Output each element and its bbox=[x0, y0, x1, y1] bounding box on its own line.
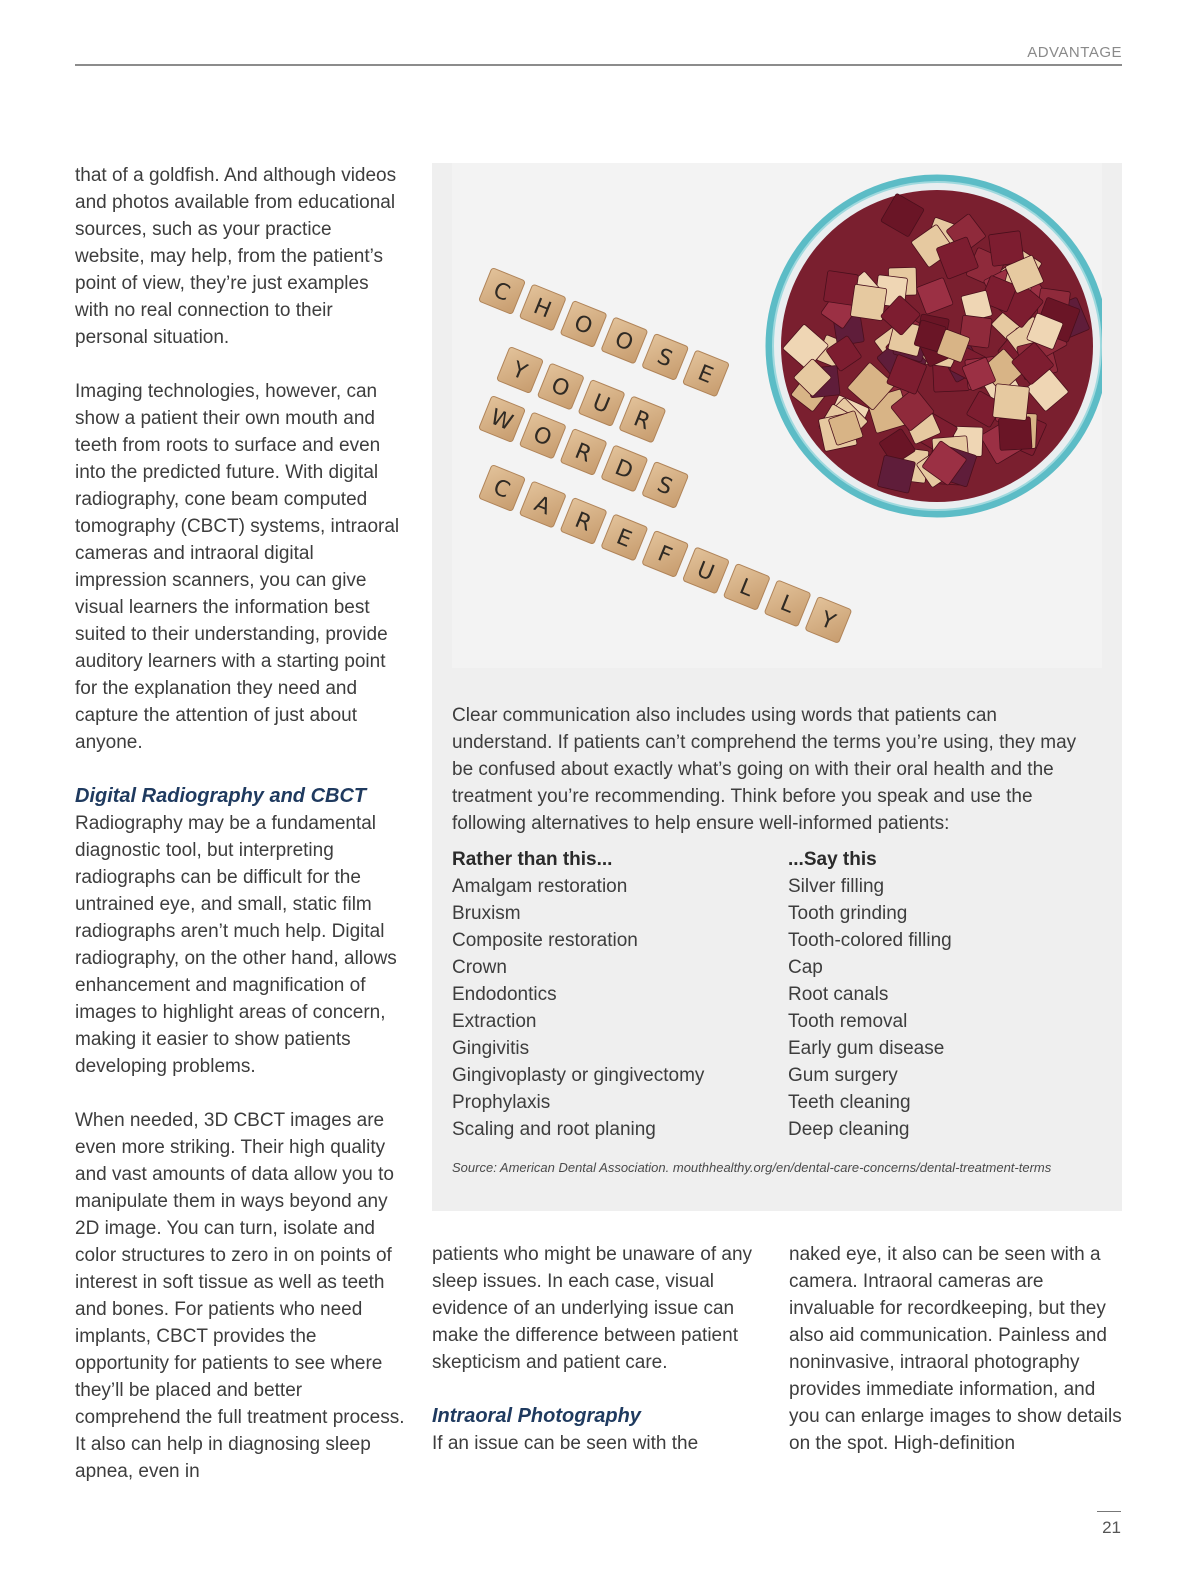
term-from: Gingivitis bbox=[452, 1038, 530, 1059]
svg-text:L: L bbox=[776, 590, 798, 619]
svg-text:U: U bbox=[588, 389, 614, 419]
middle-column bbox=[432, 1241, 762, 1457]
svg-text:O: O bbox=[547, 373, 573, 403]
term-to: Gum surgery bbox=[788, 1065, 898, 1086]
term-from: Crown bbox=[452, 957, 507, 978]
header-rule bbox=[75, 64, 1122, 66]
term-from: Composite restoration bbox=[452, 930, 638, 951]
terms-row bbox=[452, 1035, 1102, 1062]
terms-row bbox=[452, 927, 1102, 954]
svg-text:F: F bbox=[654, 541, 676, 570]
svg-text:S: S bbox=[653, 472, 676, 501]
terms-header-row bbox=[452, 846, 1102, 873]
left-paragraph-3: Radiography may be a fundamental diagnostic tool, but interpreting radiographs can be difficult for the untrained eye, and small, static film radiographs aren’t much help. Digital radiography, on the other hand, allows enhancement and magnification of images to highlight areas of concern, making it easier to show patients developing problems. bbox=[75, 813, 397, 1077]
source-citation: Source: American Dental Association. mouthhealthy.org/en/dental-care-concerns/dental-treatment-terms bbox=[452, 1160, 1052, 1175]
svg-text:C: C bbox=[489, 474, 514, 504]
term-from: Prophylaxis bbox=[452, 1092, 551, 1113]
svg-text:R: R bbox=[571, 507, 595, 537]
term-from: Bruxism bbox=[452, 903, 521, 924]
right-column bbox=[789, 1241, 1122, 1457]
middle-paragraph-2: If an issue can be seen with the bbox=[432, 1433, 699, 1454]
terms-row bbox=[452, 873, 1102, 900]
svg-text:Y: Y bbox=[508, 357, 531, 386]
terms-row bbox=[452, 900, 1102, 927]
svg-text:E: E bbox=[694, 360, 717, 389]
svg-text:R: R bbox=[630, 406, 654, 436]
scrabble-tiles-photo bbox=[452, 163, 1102, 668]
svg-text:H: H bbox=[529, 294, 555, 324]
bowl-tile bbox=[993, 384, 1030, 421]
term-to: Cap bbox=[788, 957, 823, 978]
terms-row bbox=[452, 954, 1102, 981]
term-to: Teeth cleaning bbox=[788, 1092, 911, 1113]
svg-text:O: O bbox=[611, 327, 637, 357]
sidebar-box bbox=[432, 163, 1122, 1211]
left-paragraph-1: that of a goldfish. And although videos and photos available from educational sources, such as your practice website, may help, from the patient’s point of view, they’re just examples with no real connection to their personal situation. bbox=[75, 165, 397, 348]
svg-text:S: S bbox=[653, 344, 676, 373]
middle-paragraph-1: patients who might be unaware of any sleep issues. In each case, visual evidence of an underlying issue can make the difference between patient skepticism and patient care. bbox=[432, 1244, 753, 1373]
term-to: Tooth-colored filling bbox=[788, 930, 952, 951]
terms-row bbox=[452, 1116, 1102, 1143]
terms-row bbox=[452, 1089, 1102, 1116]
svg-text:W: W bbox=[486, 404, 517, 437]
term-to: Early gum disease bbox=[788, 1038, 945, 1059]
left-column bbox=[75, 162, 405, 1485]
sidebar-intro: Clear communication also includes using words that patients can understand. If patients can’t comprehend the terms you’re using, they may be confused about exactly what’s going on with their oral health and the treatment you’re recommending. Think before you speak and use the following alternatives to help ensure well-informed patients: bbox=[452, 705, 1077, 834]
running-head: ADVANTAGE bbox=[1027, 44, 1122, 61]
svg-text:O: O bbox=[570, 310, 596, 341]
term-from: Endodontics bbox=[452, 984, 557, 1005]
svg-text:L: L bbox=[735, 574, 757, 603]
bowl-of-tiles bbox=[769, 178, 1102, 514]
terms-header-to: ...Say this bbox=[788, 849, 877, 870]
svg-text:D: D bbox=[611, 455, 637, 485]
term-from: Gingivoplasty or gingivectomy bbox=[452, 1065, 705, 1086]
term-from: Extraction bbox=[452, 1011, 537, 1032]
term-from: Amalgam restoration bbox=[452, 876, 628, 897]
term-to: Tooth grinding bbox=[788, 903, 908, 924]
section-heading-digital-radiography: Digital Radiography and CBCT bbox=[75, 785, 367, 807]
right-paragraph-1: naked eye, it also can be seen with a camera. Intraoral cameras are invaluable for recordkeeping, but they also aid communication. Painless and noninvasive, intraoral photography provides immediate information, and you can enlarge images to show details on the spot. High-definition bbox=[789, 1244, 1122, 1454]
term-to: Deep cleaning bbox=[788, 1119, 910, 1140]
term-to: Root canals bbox=[788, 984, 889, 1005]
svg-text:A: A bbox=[530, 491, 554, 521]
term-to: Silver filling bbox=[788, 876, 885, 897]
svg-text:E: E bbox=[612, 524, 635, 554]
terms-row bbox=[452, 981, 1102, 1008]
svg-text:C: C bbox=[489, 277, 514, 307]
term-to: Tooth removal bbox=[788, 1011, 908, 1032]
bowl-tile bbox=[877, 455, 915, 493]
svg-text:U: U bbox=[693, 557, 718, 587]
section-heading-intraoral-photography: Intraoral Photography bbox=[432, 1405, 641, 1427]
left-paragraph-4: When needed, 3D CBCT images are even more striking. Their high quality and vast amounts of data allow you to manipulate them in ways beyond any 2D image. You can turn, isolate and color structures to zero in on points of interest in soft tissue as well as teeth and bones. For patients who need implants, CBCT provides the opportunity for patients to see where they’ll be placed and better comprehend the full treatment process. It also can help in diagnosing sleep apnea, even in bbox=[75, 1110, 405, 1482]
terms-row bbox=[452, 1062, 1102, 1089]
terms-row bbox=[452, 1008, 1102, 1035]
svg-text:O: O bbox=[529, 422, 555, 452]
terms-table bbox=[452, 846, 1102, 1143]
terms-header-from: Rather than this... bbox=[452, 849, 613, 870]
svg-text:Y: Y bbox=[816, 607, 839, 636]
page-number: 21 bbox=[1097, 1511, 1121, 1538]
bowl-tile bbox=[998, 417, 1032, 451]
tiles-illustration bbox=[452, 163, 1102, 668]
svg-text:R: R bbox=[571, 438, 595, 468]
term-from: Scaling and root planing bbox=[452, 1119, 656, 1140]
left-paragraph-2: Imaging technologies, however, can show a patient their own mouth and teeth from roots to surface and even into the predicted future. With digital radiography, cone beam computed tomography (CBCT) systems, intraoral cameras and intraoral digital impression scanners, you can give visual learners the information best suited to their understanding, provide auditory learners with a starting point for the explanation they need and capture the attention of just about anyone. bbox=[75, 381, 400, 753]
